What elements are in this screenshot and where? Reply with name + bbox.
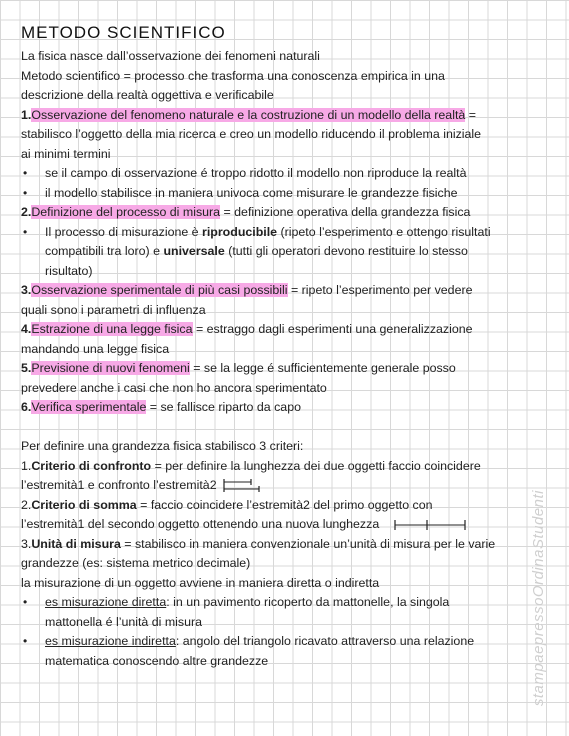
step-3 <box>21 281 553 301</box>
sum-diagram-icon <box>393 519 469 531</box>
step-5-highlight: Previsione di nuovi fenomeni <box>31 361 190 375</box>
step-5-number: 5. <box>21 361 32 375</box>
bullet-text: Il processo di misurazione è <box>45 224 203 239</box>
criterion-2-name: Criterio di somma <box>31 497 137 512</box>
notes-page <box>21 22 553 671</box>
criterion-2-line-2 <box>21 515 553 535</box>
bullet-text: il modello stabilisce in maniera univoca come misurare le grandezze fisiche <box>45 185 458 200</box>
criterion-1-line-2-text: l’estremità1 e confronto l’estremità2 <box>21 478 217 492</box>
bullet-text: (tutti gli operatori devono restituire lo stesso <box>224 244 468 258</box>
step-2 <box>21 203 553 223</box>
example-indirect-line-2: matematica conoscendo altre grandezze <box>45 653 269 668</box>
bullet-text: se il campo di osservazione é troppo ridotto il modello non riproduce la realtà <box>45 166 467 180</box>
step-3-line-2: quali sono i parametri di influenza <box>21 302 206 317</box>
step-4-number: 4. <box>21 322 32 336</box>
example-direct-line-2: mattonella é l’unità di misura <box>45 614 203 629</box>
intro-line-3: descrizione della realtà oggettiva e verificabile <box>21 88 274 102</box>
step-1 <box>21 106 553 126</box>
step-1-line-3: ai minimi termini <box>21 146 111 161</box>
criterion-2 <box>21 496 553 516</box>
list-item <box>21 164 553 184</box>
bullet-icon: • <box>23 185 28 200</box>
criterion-3-number: 3. <box>21 536 32 551</box>
step-5 <box>21 359 553 379</box>
example-indirect-label: es misurazione indiretta <box>45 634 176 648</box>
step-2-rest: = definizione operativa della grandezza fisica <box>220 205 471 219</box>
criterion-1-name: Criterio di confronto <box>31 458 152 473</box>
step-3-rest: = ripeto l’esperimento per vedere <box>287 283 473 297</box>
intro-line-1: La fisica nasce dall’osservazione dei fenomeni naturali <box>21 49 320 63</box>
step-1-bullets <box>21 164 553 203</box>
step-1-line-2: stabilisco l’oggetto della mia ricerca e creo un modello riducendo il problema iniziale <box>21 127 482 141</box>
list-item <box>21 593 553 632</box>
criterion-2-line-2-text: l’estremità1 del secondo oggetto ottenendo una nuova lunghezza <box>21 517 380 531</box>
watermark: stampaepressoOrdinaStudenti <box>530 489 547 706</box>
criterion-3-name: Unità di misura <box>31 536 121 551</box>
intro-line-2: Metodo scientifico = processo che trasforma una conoscenza empirica in una <box>21 68 445 83</box>
step-6-highlight: Verifica sperimentale <box>31 400 147 414</box>
step-2-number: 2. <box>21 205 32 219</box>
step-2-highlight: Definizione del processo di misura <box>31 205 221 219</box>
criterion-1 <box>21 457 553 477</box>
step-1-highlight: Osservazione del fenomeno naturale e la costruzione di un modello della realtà <box>31 107 466 122</box>
measurement-examples <box>21 593 553 671</box>
criteria-heading: Per definire una grandezza fisica stabilisco 3 criteri: <box>21 439 304 453</box>
criterion-1-text: = per definire la lunghezza dei due oggetti faccio coincidere <box>151 458 481 473</box>
step-1-rest: = <box>465 107 476 122</box>
comparison-diagram-icon <box>221 479 261 493</box>
bold-term-riproducibile: riproducibile <box>202 224 278 239</box>
step-6-number: 6. <box>21 400 32 414</box>
bullet-icon: • <box>23 166 28 180</box>
criterion-1-line-2 <box>21 476 553 496</box>
bullet-text: risultato) <box>45 263 93 278</box>
step-4-rest: = estraggo dagli esperimenti una generalizzazione <box>192 322 473 336</box>
criterion-3 <box>21 535 553 555</box>
list-item <box>21 184 553 204</box>
step-4 <box>21 320 553 340</box>
step-5-rest: = se la legge é sufficientemente generale posso <box>189 361 456 375</box>
step-4-line-2: mandando una legge fisica <box>21 341 170 356</box>
list-item <box>21 223 553 282</box>
step-5-line-2: prevedere anche i casi che non ho ancora sperimentato <box>21 380 327 395</box>
bullet-icon: • <box>23 595 28 609</box>
measurement-line: la misurazione di un oggetto avviene in maniera diretta o indiretta <box>21 575 380 590</box>
bullet-text: (ripeto l’esperimento e ottengo risultati <box>277 224 491 239</box>
spacer <box>21 418 553 438</box>
step-6-rest: = se fallisce riparto da capo <box>146 400 301 414</box>
example-direct-text: : in un pavimento ricoperto da mattonelle, la singola <box>166 595 450 609</box>
step-3-number: 3. <box>21 283 32 297</box>
bullet-icon: • <box>23 224 28 239</box>
step-3-highlight: Osservazione sperimentale di più casi possibili <box>31 283 288 297</box>
bold-term-universale: universale <box>163 244 225 258</box>
bullet-icon: • <box>23 634 28 648</box>
list-item <box>21 632 553 671</box>
criterion-1-number: 1. <box>21 458 32 473</box>
example-direct-label: es misurazione diretta <box>45 595 167 609</box>
criterion-2-number: 2. <box>21 497 32 512</box>
page-title: METODO SCIENTIFICO <box>21 23 226 42</box>
criterion-3-text: = stabilisco in maniera convenzionale un’unità di misura per le varie <box>120 536 496 551</box>
criterion-3-line-2: grandezze (es: sistema metrico decimale) <box>21 556 251 570</box>
step-6 <box>21 398 553 418</box>
bullet-text: compatibili tra loro) e <box>45 244 164 258</box>
step-4-highlight: Estrazione di una legge fisica <box>31 322 193 336</box>
criterion-2-text: = faccio coincidere l’estremità2 del primo oggetto con <box>136 497 433 512</box>
step-1-number: 1. <box>21 107 32 122</box>
step-2-bullets <box>21 223 553 282</box>
example-indirect-text: : angolo del triangolo ricavato attraverso una relazione <box>175 634 475 648</box>
